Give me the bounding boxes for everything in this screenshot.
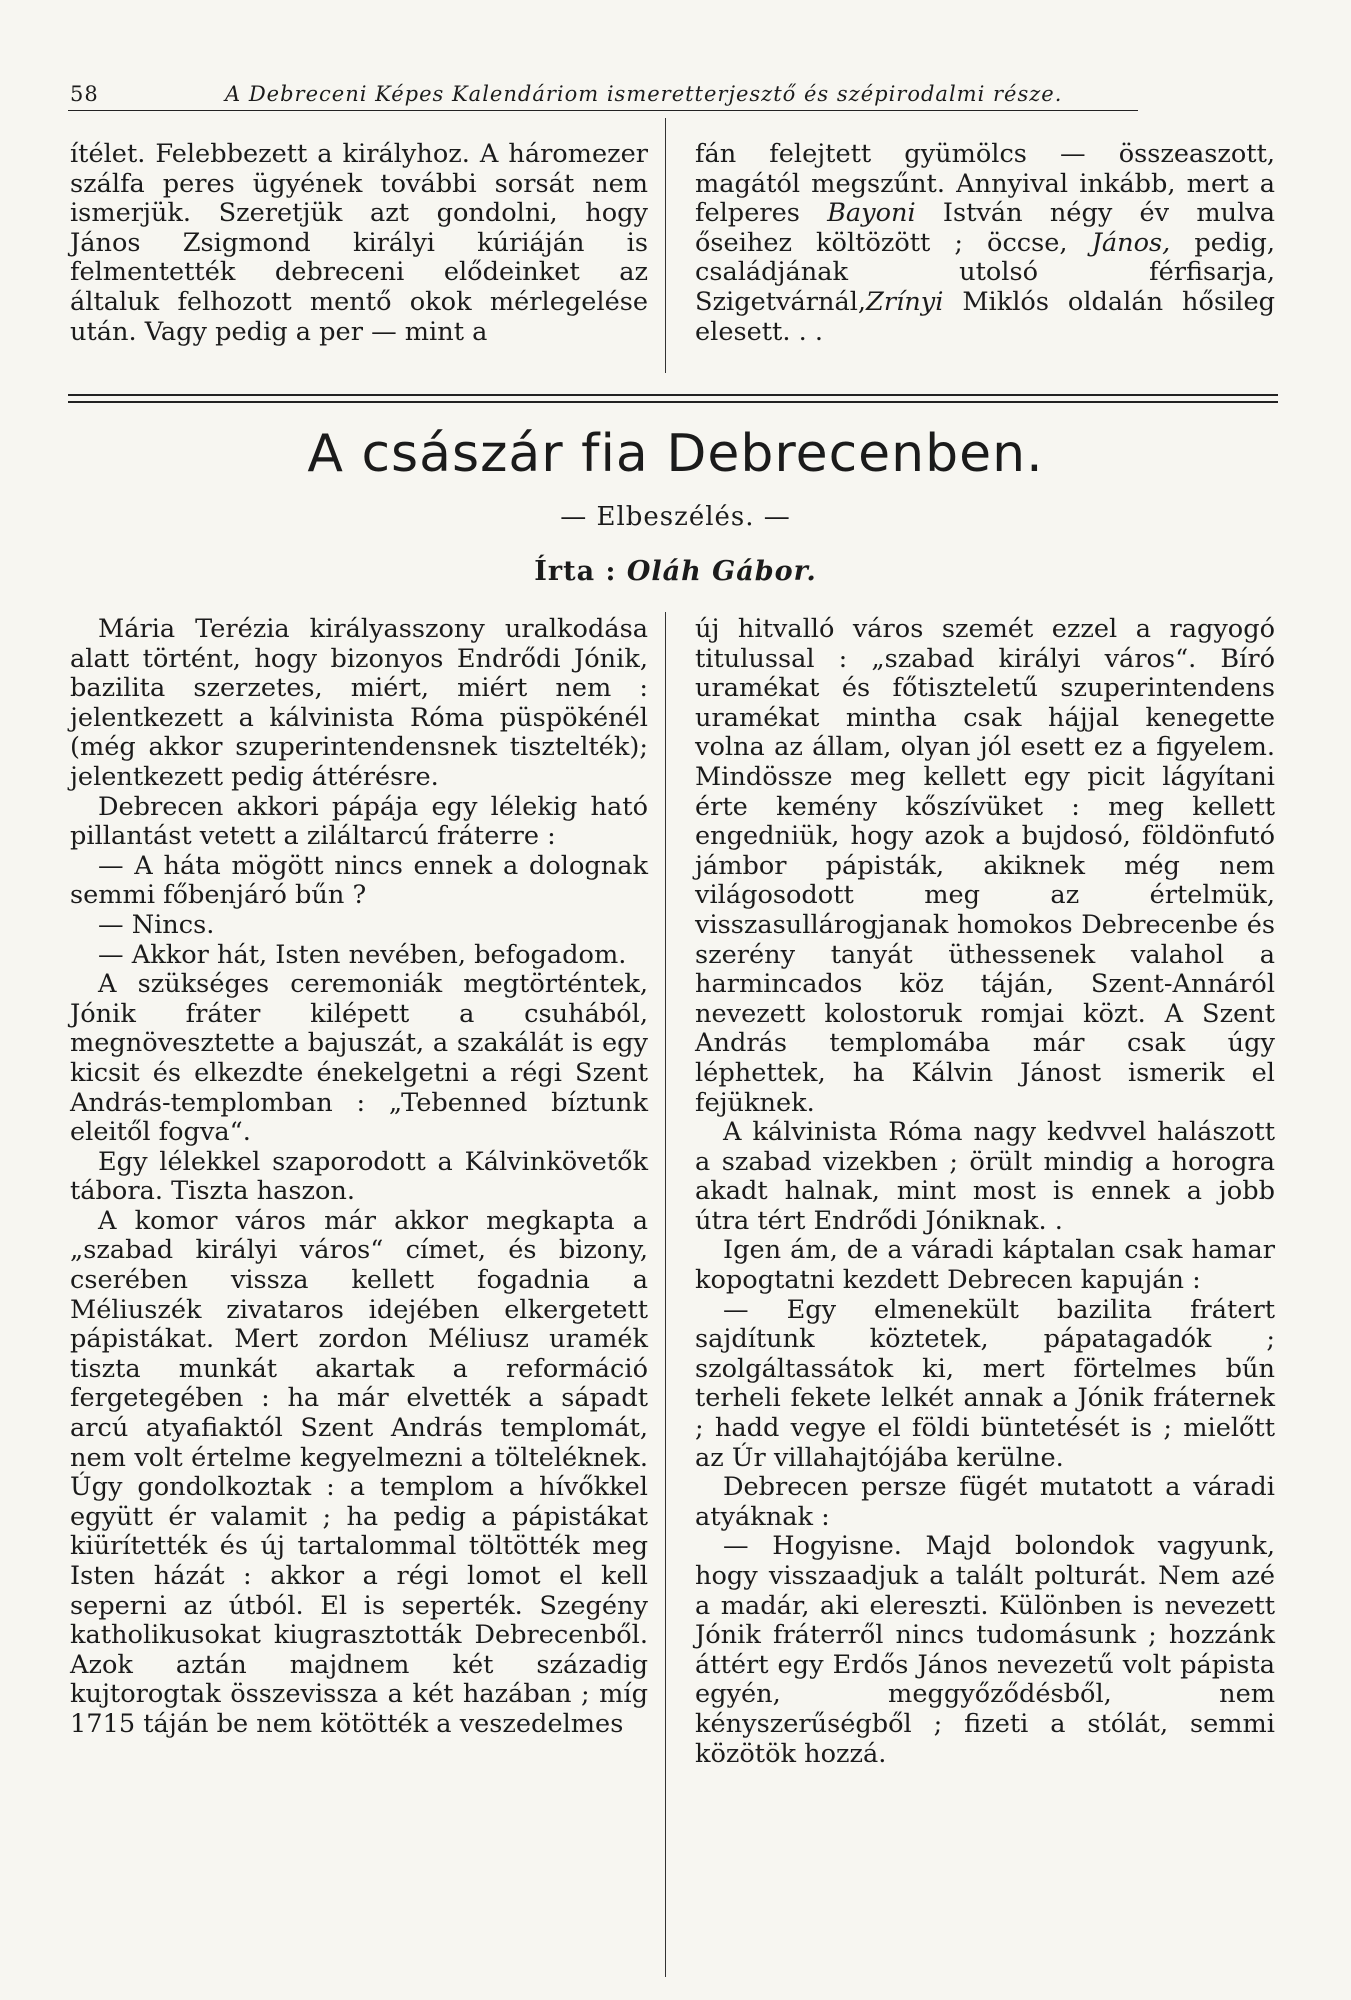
column-divider-top bbox=[665, 118, 666, 373]
running-title: A Debreceni Képes Kalendáriom ismeretterjesztő és szépirodalmi része. bbox=[225, 82, 1063, 106]
author-label: Írta : bbox=[534, 556, 617, 587]
paragraph: A komor város már akkor megkapta a „szabad királyi város“ címet, és bizony, cserében vissza kellett fogadnia a Méliuszék zivataros idejében elkergetett pápistákat. Mert zordon Méliusz uramék tiszta munkát akartak a reformáció fergetegében : ha már elvették a sápadt arcú atyafiaktól Szent András templomát, nem volt értelme kegyelmezni a tölteléknek. Úgy gondolkoztak : a templom a hívőkkel együtt ér valamit ; ha pedig a pápistákat kiürítették és új tartalommal töltötték meg Isten házát : akkor a régi lomot el kell seperni az útból. El is seperték. Szegény katholikusokat kiugrasztották Debrecenből. Azok aztán majdnem két századig kujtorogtak összevissza a két hazában ; míg 1715 táján be nem kötötték a veszedelmes bbox=[70, 1205, 648, 1739]
name-janos: János, bbox=[1091, 227, 1171, 258]
text-span: fán felejtett gyümölcs — összeaszott, magától megszűnt. Annyival inkább, mert a felperes bbox=[695, 139, 1275, 229]
story-subtitle: — Elbeszélés. — bbox=[560, 502, 791, 532]
paragraph: — Akkor hát, Isten nevében, befogadom. bbox=[98, 939, 627, 970]
page-number: 58 bbox=[70, 82, 99, 106]
paragraph: — Nincs. bbox=[98, 909, 215, 940]
paragraph: új hitvalló város szemét ezzel a ragyogó titulussal : „szabad királyi város“. Bíró uramékat és főtiszteletű szuperintendens uramékat mintha csak hájjal kenegette volna az állam, olyan jól esett ez a figyelem. Mindössze meg kellett egy picit lágyítani érte kemény kőszívüket : meg kellett engedniük, hogy azok a bujdosó, földönfutó jámbor pápisták, akiknek még nem világosodott meg az értelmük, visszasullárogjanak homokos Debrecenbe és szerény tanyát üthessenek valahol a harmincados köz táján, Szent-Annáról nevezett kolostoruk romjai közt. A Szent András templomába már csak úgy léphettek, ha Kálvin Jánost ismerik el fejüknek. bbox=[695, 614, 1275, 1118]
story-column-right bbox=[695, 615, 1275, 1769]
header-rule bbox=[68, 110, 1138, 111]
text-span: István négy év mulva őseihez költözött ; öccse, bbox=[695, 198, 1275, 258]
text-span: pedig, családjának utolsó férfisarja, Szigetvárnál, bbox=[695, 227, 1275, 317]
paragraph: — Egy elmenekült bazilita frátert sajdítunk köztetek, pápatagadók ; szolgáltassátok ki, mert förtelmes bűn terheli fekete lelkét annak a Jónik fráternek ; hadd vegye el földi büntetését is ; mielőtt az Úr villahajtójába kerülne. bbox=[695, 1294, 1275, 1473]
paragraph: ítélet. Felebbezett a királyhoz. A háromezer szálfa peres ügyének további sorsát nem ismerjük. Szeretjük azt gondolni, hogy János Zsigmond királyi kúriáján is felmentették debreceni elődeinket az általuk felhozott mentő okok mérlegelése után. Vagy pedig a per — mint a bbox=[70, 139, 648, 347]
name-bayoni: Bayoni bbox=[827, 198, 916, 229]
continued-text-right bbox=[695, 140, 1275, 347]
paragraph: A kálvinista Róma nagy kedvvel halászott a szabad vizekben ; örült mindig a horogra akadt halnak, mint most is ennek a jobb útra tért Endrődi Jóniknak. . bbox=[695, 1117, 1275, 1236]
paragraph bbox=[695, 140, 1275, 347]
paragraph: A szükséges ceremoniák megtörténtek, Jónik fráter kilépett a csuhából, megnövesztette a bajuszát, a szakálát is egy kicsit és elkezdte énekelgetni a régi Szent András-templomban : „Tebenned bíztunk eleitől fogva“. bbox=[70, 969, 648, 1148]
text-span: Miklós oldalán hősileg elesett. . . bbox=[695, 286, 1275, 347]
section-rule-bottom bbox=[68, 401, 1278, 403]
column-divider-main bbox=[665, 612, 666, 1977]
continued-text-left bbox=[70, 140, 648, 347]
author-name: Oláh Gábor. bbox=[626, 556, 817, 587]
paragraph: — Hogyisne. Majd bolondok vagyunk, hogy visszaadjuk a talált polturát. Nem azé a madár, aki elereszti. Különben is nevezett Jónik fráterről nincs tudomásunk ; hozzánk áttért egy Erdős János nevezetű volt pápista egyén, meggyőződésből, nem kényszerűségből ; fizeti a stólát, semmi közötök hozzá. bbox=[695, 1531, 1275, 1769]
paragraph: — A háta mögött nincs ennek a dolognak semmi főbenjáró bűn ? bbox=[70, 850, 648, 911]
paragraph: Mária Terézia királyasszony uralkodása alatt történt, hogy bizonyos Endrődi Jónik, bazilita szerzetes, miért, miért nem : jelentkezett a kálvinista Róma püspökénél (még akkor szuperintendensnek tisztelték); jelentkezett pedig áttérésre. bbox=[70, 614, 648, 792]
paragraph: Debrecen akkori pápája egy lélekig ható pillantást vetett a ziláltarcú fráterre : bbox=[70, 791, 648, 852]
story-column-left bbox=[70, 615, 648, 1740]
story-author bbox=[0, 556, 1351, 587]
paragraph: Egy lélekkel szaporodott a Kálvinkövetők tábora. Tiszta haszon. bbox=[70, 1146, 648, 1207]
name-zrinyi: Zrínyi bbox=[866, 286, 944, 317]
story-title: A császár fia Debrecenben. bbox=[307, 424, 1044, 484]
paragraph: Igen ám, de a váradi káptalan csak hamar kopogtatni kezdett Debrecen kapuján : bbox=[695, 1235, 1275, 1296]
paragraph: Debrecen persze fügét mutatott a váradi atyáknak : bbox=[695, 1472, 1275, 1532]
section-rule-top bbox=[68, 394, 1278, 396]
